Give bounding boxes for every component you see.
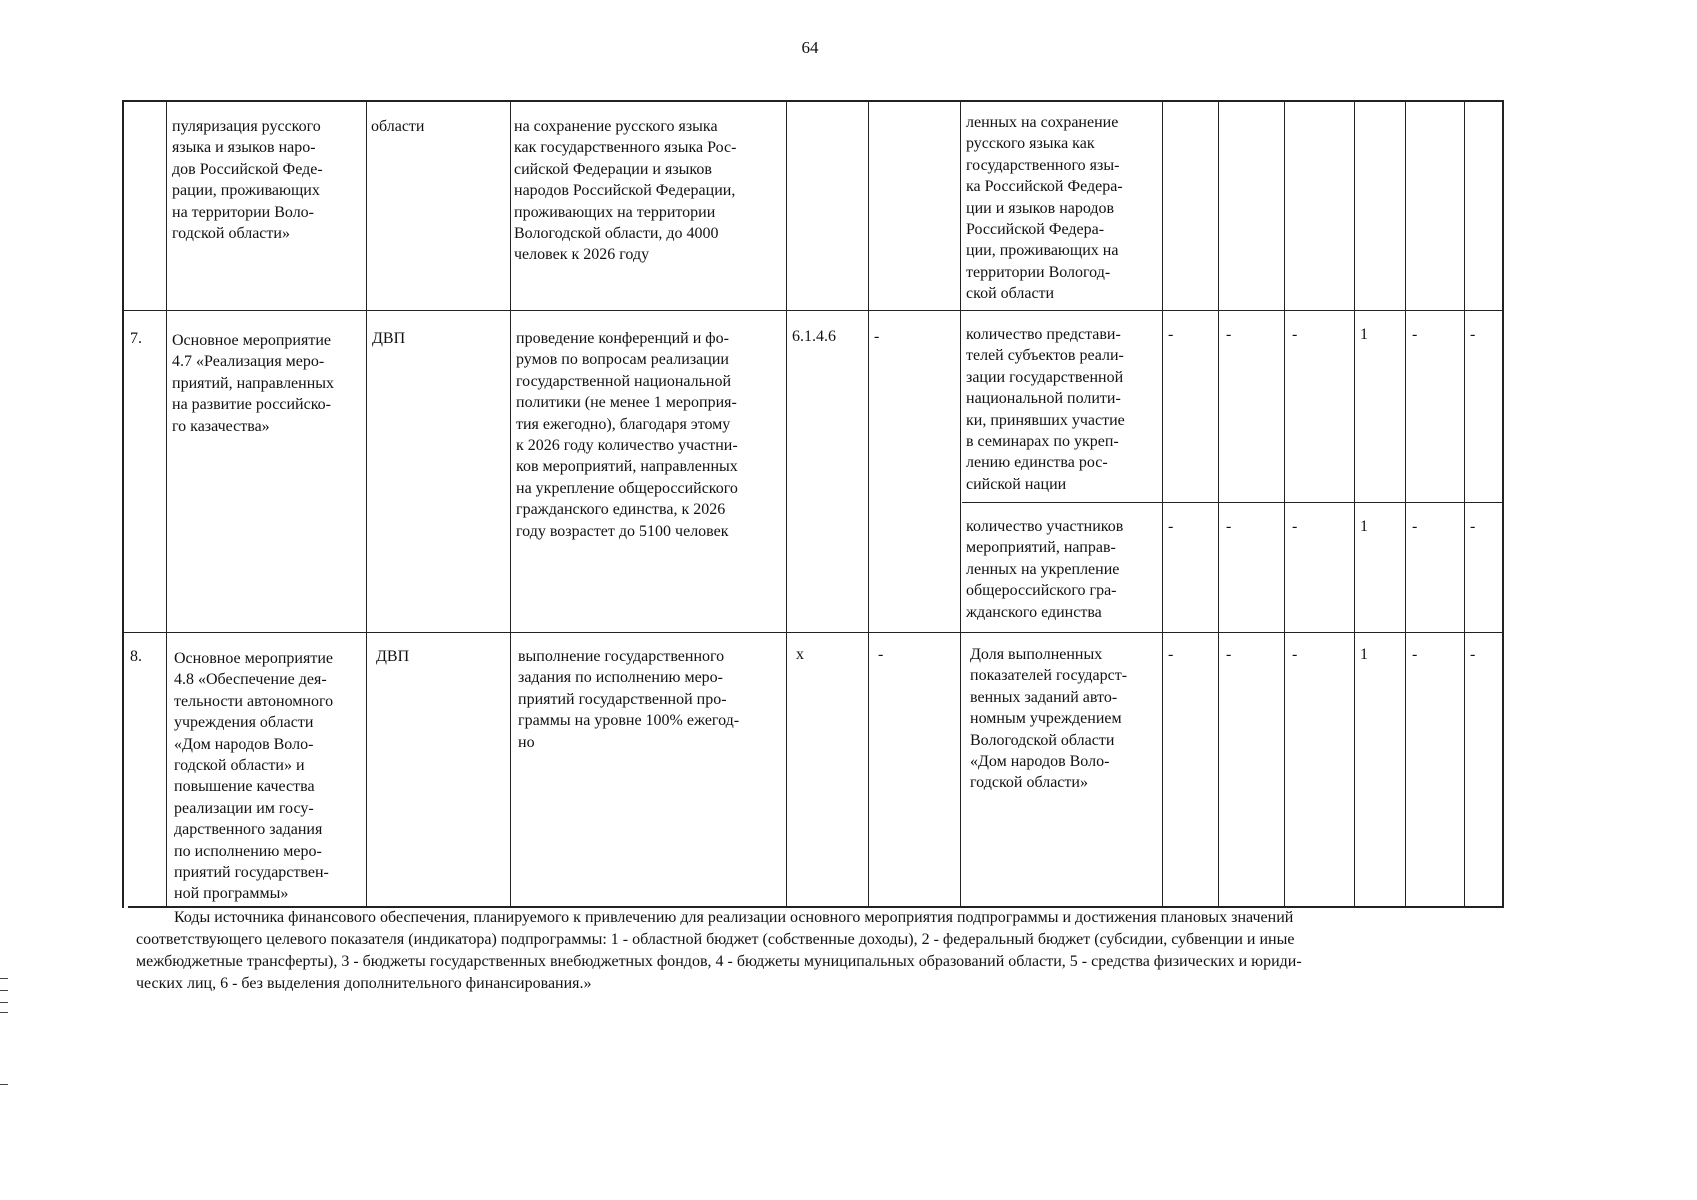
footnote-line: соответствующего целевого показателя (индикатора) подпрограммы: 1 - областной бюджет (собственные доходы), 2 - федеральный бюджет (субсидии, субвенции и иные [136,931,1295,948]
indicator-value: 1 [1360,518,1368,535]
cell-line: реализации им госу- [174,799,314,817]
cell-line: приятий государствен- [174,864,329,882]
row-7-title [172,330,334,437]
indicator-value: 1 [1360,326,1368,343]
row-8-number: 8. [130,648,142,665]
cell-line: к 2026 году количество участни- [516,437,738,455]
page-number: 64 [801,38,819,57]
cell-line: сийской нации [966,475,1067,493]
table-border-left [122,100,124,908]
cell-line: приятий, направленных [172,374,335,392]
cell-line: 4.8 «Обеспечение дея- [174,671,327,689]
cell-line: территории Вологод- [966,263,1111,281]
cell-line: телей субъектов реали- [966,347,1124,365]
cell-line: дарственного задания [174,821,323,839]
row-7-responsible: ДВП [372,330,406,347]
cell-line: языка и языков наро- [172,139,316,157]
column-divider [1405,100,1406,908]
footnote-line: ческих лиц, 6 - без выделения дополнительного финансирования.» [136,975,592,992]
scan-edge-mark [0,1012,8,1013]
cell-line: по исполнению меро- [174,842,322,860]
indicator-value: - [1470,518,1476,535]
footnote [136,907,1508,995]
cell-line: на сохранение русского языка [514,118,718,135]
cell-line: зации государственной [966,368,1124,386]
cell-line: Вологодской области, до 4000 [514,225,719,243]
cell-line: ленных на сохранение [966,114,1119,131]
cell-line: государственного язы- [966,156,1120,174]
cell-line: на укрепление общероссийского [516,479,738,497]
scan-edge-mark [0,1002,8,1003]
cell-line: учреждения области [174,714,314,732]
indicator-value: - [1168,646,1174,663]
indicator-value: - [1470,646,1476,663]
cell-line: показателей государст- [970,667,1128,685]
cell-line: задания по исполнению меро- [518,669,724,687]
cell-line: дов Российской Феде- [172,160,323,178]
cell-responsible-continued: области [371,118,425,135]
cell-line: на территории Воло- [172,203,314,221]
column-divider [786,100,787,908]
row-7-code: 6.1.4.6 [792,328,836,345]
cell-line: пуляризация русского [172,118,321,135]
row-7-indicator-1 [966,324,1125,495]
cell-line: ской области [966,285,1055,303]
row-divider [122,310,1504,311]
column-divider [1354,100,1355,908]
cell-line: 4.7 «Реализация меро- [172,353,325,371]
cell-line: рации, проживающих [172,182,320,200]
row-7-number: 7. [130,330,142,347]
program-table [122,100,1504,908]
cell-line: русского языка как [966,135,1095,153]
row-8-indicator [970,644,1127,794]
cell-line: государственной национальной [516,372,732,390]
cell-line: го казачества» [172,417,270,435]
row-8-responsible: ДВП [376,648,410,665]
cell-line: румов по вопросам реализации [516,351,729,369]
cell-result-continued [514,116,736,266]
indicator-value: - [1226,646,1232,663]
cell-line: тия ежегодно), благодаря этому [516,415,731,433]
table-border-top [122,100,1504,102]
column-divider [1218,100,1219,908]
cell-line: повышение качества [174,778,315,796]
cell-line: в семинарах по укреп- [966,433,1119,451]
column-divider [1162,100,1163,908]
scan-edge-mark [0,978,8,979]
cell-line: годской области» [172,225,290,243]
footnote-line: межбюджетные трансферты), 3 - бюджеты государственных внебюджетных фондов, 4 - бюджеты муниципальных образований области, 5 - средства физических и юриди- [136,953,1302,970]
cell-line: но [518,733,535,751]
cell-line: годской области» [970,774,1088,792]
cell-line: ции, проживающих на [966,242,1119,260]
cell-line: венных заданий авто- [970,688,1118,706]
cell-line: выполнение государственного [518,648,725,665]
indicator-value: - [1412,326,1418,343]
cell-line: ленных на укрепление [966,560,1120,578]
cell-line: году возрастет до 5100 человек [516,522,729,540]
cell-line: человек к 2026 году [514,246,650,264]
cell-line: ка Российской Федера- [966,178,1123,196]
indicator-value: - [1168,518,1174,535]
cell-line: политики (не менее 1 мероприя- [516,394,737,412]
column-divider [1464,100,1465,908]
column-divider [868,100,869,908]
cell-line: приятий государственной про- [518,690,727,708]
indicator-divider [962,502,1504,503]
cell-line: Основное мероприятие [174,650,333,667]
row-8-result [518,646,739,753]
indicator-value: - [1292,646,1298,663]
row-8-link: - [878,646,884,663]
column-divider [1284,100,1285,908]
cell-line: ки, принявших участие [966,411,1125,429]
cell-line: проведение конференций и фо- [516,330,729,347]
cell-line: жданского единства [966,603,1102,621]
row-divider [122,632,1504,633]
cell-line: ции и языков народов [966,199,1115,217]
indicator-value: - [1226,518,1232,535]
cell-line: сийской Федерации и языков [514,160,712,178]
cell-line: гражданского единства, к 2026 [516,501,726,519]
indicator-value: - [1470,326,1476,343]
cell-line: лению единства рос- [966,454,1108,472]
indicator-value: - [1168,326,1174,343]
cell-line: Основное мероприятие [172,332,331,349]
row-8-code: х [796,646,804,663]
cell-line: номным учреждением [970,710,1122,728]
column-divider [510,100,511,908]
cell-line: общероссийского гра- [966,582,1117,600]
cell-line: народов Российской Федерации, [514,182,736,200]
cell-title-continued [172,116,323,244]
row-7-indicator-2 [966,516,1123,623]
cell-line: «Дом народов Воло- [174,735,314,753]
cell-line: тельности автономного [174,692,334,710]
indicator-value: - [1412,518,1418,535]
indicator-value: - [1412,646,1418,663]
cell-line: количество представи- [966,326,1121,343]
cell-line: «Дом народов Воло- [970,753,1110,771]
cell-line: годской области» и [174,757,305,775]
row-8-title [174,648,333,905]
row-7-result [516,328,738,542]
cell-line: проживающих на территории [514,203,716,221]
table-border-right [1502,100,1504,908]
cell-line: национальной полити- [966,390,1121,408]
cell-line: мероприятий, направ- [966,539,1116,557]
column-divider [366,100,367,908]
indicator-value: 1 [1360,646,1368,663]
row-7-link: - [874,328,880,345]
cell-line: Российской Федера- [966,221,1105,239]
cell-line: количество участников [966,518,1124,535]
indicator-value: - [1292,326,1298,343]
column-divider [166,100,167,908]
scan-edge-mark [0,1084,8,1085]
indicator-value: - [1226,326,1232,343]
cell-line: как государственного языка Рос- [514,139,737,157]
indicator-value: - [1292,518,1298,535]
column-divider [960,100,961,908]
cell-line: ной программы» [174,885,289,903]
cell-line: Вологодской области [970,731,1115,749]
cell-line: Доля выполненных [970,646,1103,663]
footnote-line: Коды источника финансового обеспечения, планируемого к привлечению для реализации основного мероприятия подпрограммы и достижения плановых значений [174,909,1294,926]
cell-indicator-continued [966,112,1123,305]
cell-line: граммы на уровне 100% ежегод- [518,712,740,730]
scan-edge-mark [0,990,8,991]
cell-line: ков мероприятий, направленных [516,458,738,476]
cell-line: на развитие российско- [172,396,331,414]
